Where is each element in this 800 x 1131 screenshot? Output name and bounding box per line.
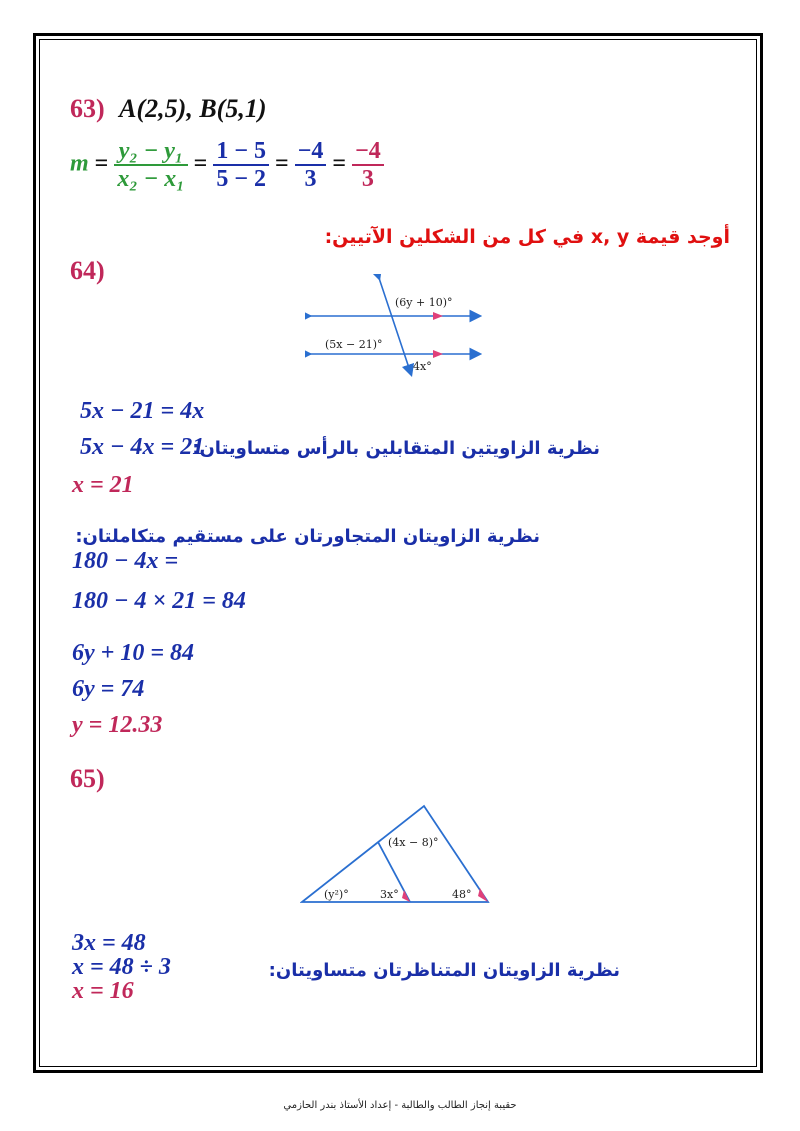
p65-x-result: x = 16 — [72, 978, 134, 1004]
angle-label-48: 48° — [452, 888, 472, 901]
slope-symbol: m — [70, 150, 89, 177]
problem-63-number: 63) — [70, 94, 105, 123]
slope-step2 — [295, 138, 327, 192]
p64-line-2: 5x − 4x = 21 — [80, 434, 205, 460]
p65-line-1: 3x = 48 — [72, 930, 146, 956]
slope-step1-num: 1 − 5 — [213, 138, 269, 166]
problem-63-points: A(2,5), B(5,1) — [119, 94, 267, 123]
parallel-mark-inner — [402, 890, 410, 902]
problem-63-header — [70, 94, 267, 124]
theorem-vertical-angles: نظرية الزاويتين المتقابلين بالرأس متساويتان: — [192, 438, 600, 459]
p65-line-2: x = 48 ÷ 3 — [72, 954, 171, 980]
angle-label-y2: (y²)° — [324, 888, 349, 901]
slope-step2-num: −4 — [295, 138, 327, 166]
parallel-mark-top — [433, 312, 443, 320]
p64-line-4: 180 − 4x = — [72, 548, 179, 574]
slope-result-num: −4 — [352, 138, 384, 166]
problem-63-slope: m = $\frac{\text{y₂ − y₁}}{\text{x₂ − x₁}}$ = $\frac{1 - 5}{5 - 2}$ = $\frac{-4}{3}$ = $\frac{-4}{3}$ — [70, 138, 384, 192]
theorem-linear-pair: نظرية الزاويتان المتجاورتان على مستقيم متكاملتان: — [75, 526, 540, 547]
p64-x-result: x = 21 — [72, 472, 134, 498]
transversal-line — [379, 278, 411, 374]
page-footer: حقيبة إنجاز الطالب والطالبة - إعداد الأستاذ بندر الحازمي — [283, 1100, 517, 1111]
angle-label-top: (6y + 10)° — [395, 296, 453, 309]
p64-y-result: y = 12.33 — [72, 712, 163, 738]
theorem-corresponding-angles: نظرية الزاويتان المتناظرتان متساويتان: — [268, 960, 620, 981]
triangle-figure — [300, 802, 492, 906]
slope-step1-den: 5 − 2 — [216, 166, 267, 192]
angle-label-bottom: 4x° — [413, 360, 432, 373]
slope-step1 — [213, 138, 269, 192]
problem-65-number: 65) — [70, 764, 105, 793]
angle-label-4x-8: (4x − 8)° — [388, 836, 439, 849]
angle-label-left: (5x − 21)° — [325, 338, 383, 351]
slope-formula-den: x₂ − x₁ — [117, 166, 185, 192]
p64-line-3 — [72, 472, 134, 499]
instruction-text: أوجد قيمة x, y في كل من الشكلين الآتيين: — [324, 226, 730, 248]
slope-step2-den: 3 — [304, 166, 317, 192]
p64-line-5: 180 − 4 × 21 = 84 — [72, 588, 246, 614]
slope-formula — [114, 138, 187, 192]
parallel-lines-figure — [305, 274, 485, 378]
p64-line-1: 5x − 21 = 4x — [80, 398, 205, 424]
slope-result-den: 3 — [361, 166, 374, 192]
slope-result — [352, 138, 384, 192]
slope-formula-num: y₂ − y₁ — [114, 138, 187, 166]
problem-64-number: 64) — [70, 256, 105, 285]
p64-line-6: 6y + 10 = 84 — [72, 640, 195, 666]
p64-line-7: 6y = 74 — [72, 676, 145, 702]
angle-label-3x: 3x° — [380, 888, 399, 901]
parallel-mark-bottom — [433, 350, 443, 358]
parallel-mark-outer — [478, 888, 488, 902]
